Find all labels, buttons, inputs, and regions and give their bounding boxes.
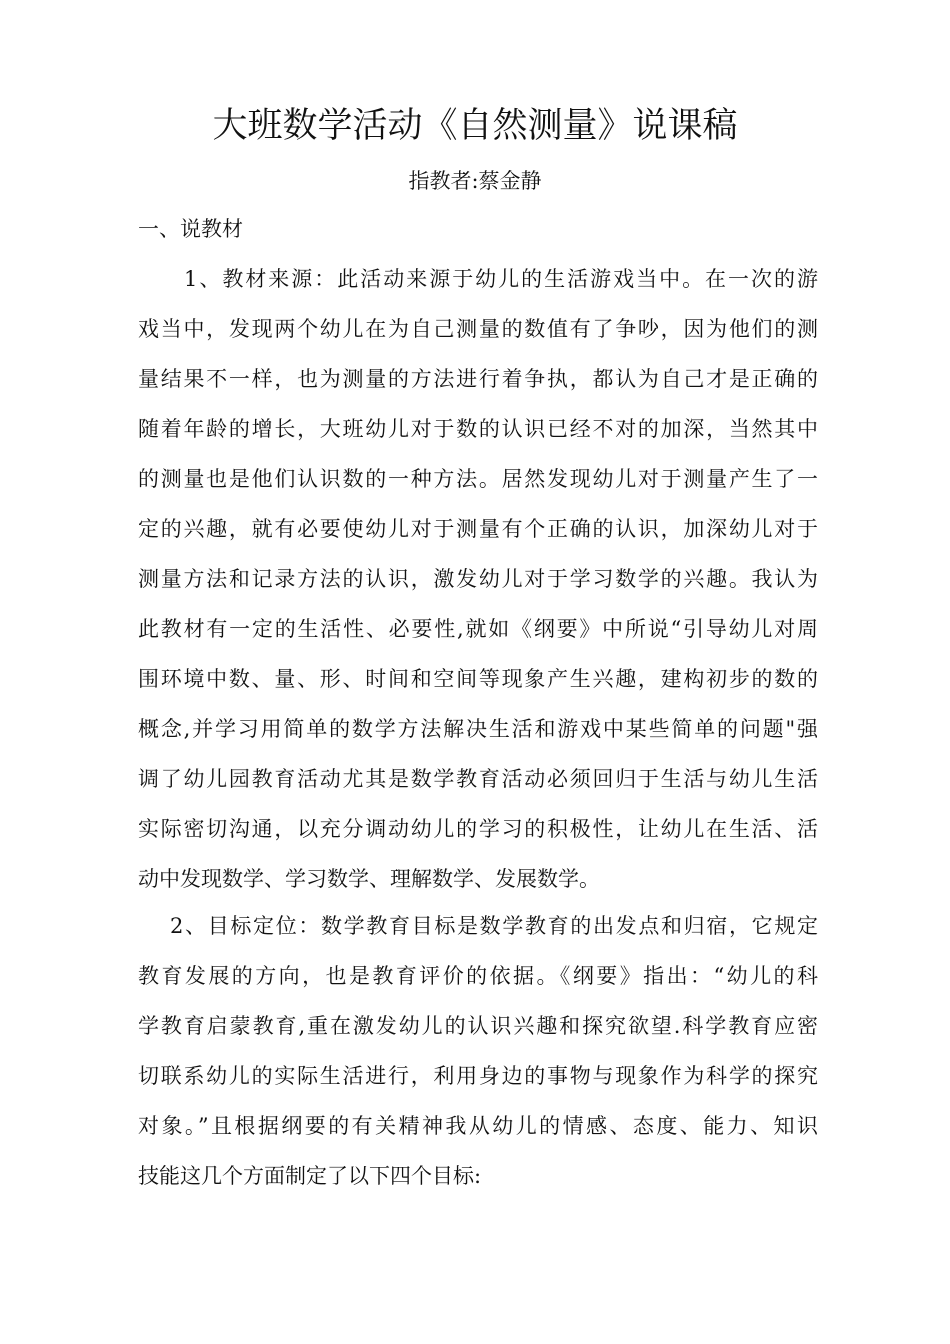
paragraph-line: 2、目标定位：数学教育目标是数学教育的出发点和归宿，它规定 <box>170 914 818 938</box>
paragraph-line: 测量方法和记录方法的认识，激发幼儿对于学习数学的兴趣。我认为 <box>138 567 818 591</box>
paragraph-line: 1、教材来源：此活动来源于幼儿的生活游戏当中。在一次的游 <box>184 267 818 291</box>
author-line: 指教者:蔡金静 <box>408 169 542 193</box>
paragraph-line: 量结果不一样，也为测量的方法进行着争执，都认为自己才是正确的 <box>138 367 818 391</box>
paragraph-line: 教育发展的方向，也是教育评价的依据。《纲要》指出：“幼儿的科 <box>138 964 818 988</box>
document-title: 大班数学活动《自然测量》说课稿 <box>212 106 738 146</box>
paragraph-line: 技能这几个方面制定了以下四个目标: <box>138 1164 482 1188</box>
section-heading: 一、说教材 <box>138 217 243 241</box>
paragraph-line: 此教材有一定的生活性、必要性,就如《纲要》中所说“引导幼儿对周 <box>138 617 818 641</box>
paragraph-line: 随着年龄的增长，大班幼儿对于数的认识已经不对的加深，当然其中 <box>138 417 818 441</box>
paragraph-line: 切联系幼儿的实际生活进行，利用身边的事物与现象作为科学的探究 <box>138 1064 818 1088</box>
paragraph-line: 戏当中，发现两个幼儿在为自己测量的数值有了争吵，因为他们的测 <box>138 317 818 341</box>
paragraph-line: 定的兴趣，就有必要使幼儿对于测量有个正确的认识，加深幼儿对于 <box>138 517 818 541</box>
paragraph-line: 调了幼儿园教育活动尤其是数学教育活动必须回归于生活与幼儿生活 <box>138 767 818 791</box>
paragraph-line: 学教育启蒙教育,重在激发幼儿的认识兴趣和探究欲望.科学教育应密 <box>138 1014 818 1038</box>
paragraph-line: 概念,并学习用简单的数学方法解决生活和游戏中某些简单的问题"强 <box>138 717 818 741</box>
paragraph-line: 动中发现数学、学习数学、理解数学、发展数学。 <box>138 867 600 891</box>
paragraph-line: 实际密切沟通，以充分调动幼儿的学习的积极性，让幼儿在生活、活 <box>138 817 818 841</box>
paragraph-line: 对象。”且根据纲要的有关精神我从幼儿的情感、态度、能力、知识 <box>138 1114 818 1138</box>
paragraph-line: 的测量也是他们认识数的一种方法。居然发现幼儿对于测量产生了一 <box>138 467 818 491</box>
paragraph-line: 围环境中数、量、形、时间和空间等现象产生兴趣，建构初步的数的 <box>138 667 818 691</box>
